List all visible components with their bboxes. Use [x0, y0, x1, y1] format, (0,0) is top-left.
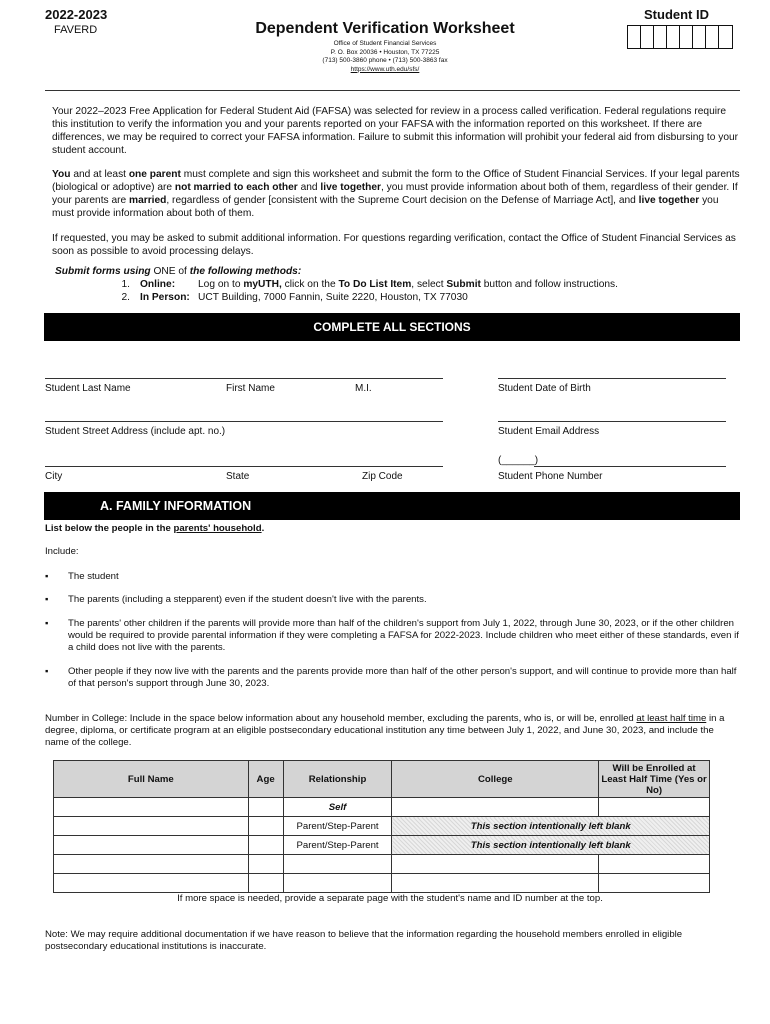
- blank-section-cell: This section intentionally left blank: [392, 817, 710, 836]
- enrolled-cell[interactable]: [599, 798, 710, 817]
- list-item: ▪ Other people if they now live with the parents and the parents provide more than half of the other person's support, and will continue to provide more than half of that person's support through June 30, 2023.: [45, 666, 737, 689]
- section-a-banner: A. FAMILY INFORMATION: [44, 492, 740, 520]
- college-cell[interactable]: [392, 874, 599, 893]
- relationship-cell: Self: [283, 798, 392, 817]
- name-cell[interactable]: [54, 855, 249, 874]
- phone-label: Student Phone Number: [498, 471, 603, 482]
- college-cell[interactable]: [392, 855, 599, 874]
- age-cell[interactable]: [248, 855, 283, 874]
- intro-paragraph-3: If requested, you may be asked to submit additional information. For questions regarding verification, contact the Office of Student Financial Services as soon as possible to avoid processing delays.: [52, 233, 736, 257]
- student-last-name-label: Student Last Name: [45, 383, 131, 394]
- page-title: Dependent Verification Worksheet: [255, 20, 515, 37]
- phone-input[interactable]: [534, 466, 726, 467]
- table-header-row: [54, 761, 710, 798]
- street-address-input[interactable]: [45, 421, 443, 422]
- student-name-input[interactable]: [45, 378, 443, 379]
- relationship-cell: Parent/Step-Parent: [283, 817, 392, 836]
- col-full-name: Full Name: [54, 761, 249, 798]
- office-name: Office of Student Financial Services: [333, 40, 437, 47]
- enrolled-cell[interactable]: [599, 855, 710, 874]
- method-in-person: 2. In Person: UCT Building, 7000 Fannin, Suite 2220, Houston, TX 77030: [121, 292, 468, 303]
- list-item: ▪ The student: [45, 571, 119, 582]
- col-age: Age: [248, 761, 283, 798]
- email-input[interactable]: [498, 421, 726, 422]
- mi-label: M.I.: [355, 383, 372, 394]
- age-cell[interactable]: [248, 836, 283, 855]
- student-dob-input[interactable]: [498, 378, 726, 379]
- student-id-label: Student ID: [644, 7, 709, 22]
- office-phone: (713) 500-3860 phone • (713) 500-3863 fax: [322, 57, 448, 64]
- phone-area-code: (______): [498, 455, 539, 466]
- household-instruction: List below the people in the parents' household.: [45, 523, 265, 534]
- name-cell[interactable]: [54, 817, 249, 836]
- email-label: Student Email Address: [498, 426, 600, 437]
- col-relationship: Relationship: [283, 761, 392, 798]
- intro-paragraph-2: You and at least one parent must complete and sign this worksheet and submit the form to the Office of Student Financial Services. If your legal parents (biological or adoptive) are not married to each other and live together, you must provide information about both of them, regardless of their gender. If your parents are married, regardless of gender [consistent with the Supreme Court decision on the Defense of Marriage Act], and live together you must provide information about both of them.: [52, 169, 740, 219]
- state-label: State: [226, 471, 250, 482]
- method-online: 1. Online: Log on to myUTH, click on the To Do List Item, select Submit button and follow instructions.: [121, 279, 618, 290]
- table-row: [54, 874, 710, 893]
- city-state-zip-input[interactable]: [45, 466, 443, 467]
- table-row: [54, 855, 710, 874]
- office-address: P. O. Box 20036 • Houston, TX 77225: [330, 48, 440, 56]
- list-item: ▪ The parents' other children if the parents will provide more than half of the children's support from July 1, 2022, through June 30, 2023, or if the other children would be required to provide parental information if they were completing a FAFSA for 2022-2023. Include children who meet either of these standards, even if a child does not live with the parents.: [45, 618, 739, 653]
- enrolled-cell[interactable]: [599, 874, 710, 893]
- list-item: ▪ The parents (including a stepparent) even if the student doesn't live with the parents.: [45, 594, 427, 605]
- name-cell[interactable]: [54, 798, 249, 817]
- submit-methods: Submit forms using ONE of the following methods: 1. Online: Log on to myUTH, click on the To Do List Item, select Submit button and follow instructions. 2. In Person: UCT Building, 7000 Fannin, Suite 2220, Houston, TX 77030: [55, 265, 735, 304]
- col-enrolled: Will be Enrolled at Least Half Time (Yes or No): [599, 761, 710, 798]
- age-cell[interactable]: [248, 817, 283, 836]
- relationship-cell[interactable]: [283, 874, 392, 893]
- include-label: Include:: [45, 546, 79, 557]
- table-row: [54, 817, 710, 836]
- relationship-cell[interactable]: [283, 855, 392, 874]
- form-code: FAVERD: [54, 24, 98, 36]
- table-row: [54, 836, 710, 855]
- college-cell[interactable]: [392, 798, 599, 817]
- age-cell[interactable]: [248, 874, 283, 893]
- first-name-label: First Name: [226, 383, 275, 394]
- footer-note: Note: We may require additional documentation if we have reason to believe that the information regarding the household members enrolled in eligible postsecondary educational institutions is inaccurate.: [45, 929, 683, 952]
- more-space-note: If more space is needed, provide a separate page with the student's name and ID number at the top.: [177, 893, 603, 904]
- name-cell[interactable]: [54, 874, 249, 893]
- household-table: [53, 760, 710, 893]
- city-label: City: [45, 471, 63, 482]
- zip-label: Zip Code: [362, 471, 403, 482]
- age-cell[interactable]: [248, 798, 283, 817]
- complete-all-sections-banner: COMPLETE ALL SECTIONS: [44, 313, 740, 341]
- number-in-college-text: Number in College: Include in the space below information about any household member, excluding the parents, who is, or will be, enrolled at least half time in a degree, diploma, or certificate program at an eligible postsecondary educational institution any time between July 1, 2022, and June 30, 2023, and include the name of the college.: [45, 713, 725, 748]
- col-college: College: [392, 761, 599, 798]
- dob-label: Student Date of Birth: [498, 383, 591, 394]
- office-url-link[interactable]: https://www.uth.edu/sfs/: [350, 65, 420, 73]
- header-divider: [45, 90, 740, 91]
- table-row: [54, 798, 710, 817]
- street-address-label: Student Street Address (include apt. no.): [45, 426, 226, 437]
- form-year: 2022-2023: [45, 7, 108, 22]
- student-id-input[interactable]: [627, 25, 733, 49]
- name-cell[interactable]: [54, 836, 249, 855]
- intro-paragraph-1: Your 2022–2023 Free Application for Federal Student Aid (FAFSA) was selected for review in a process called verification. Federal regulations require this institution to verify the information you and your parents reported on your FAFSA with the information reported on this worksheet. If there are differences, we may be required to correct your FAFSA information. Failure to submit this information will prohibit your federal aid from disbursing to your student account.: [52, 106, 739, 156]
- blank-section-cell: This section intentionally left blank: [392, 836, 710, 855]
- relationship-cell: Parent/Step-Parent: [283, 836, 392, 855]
